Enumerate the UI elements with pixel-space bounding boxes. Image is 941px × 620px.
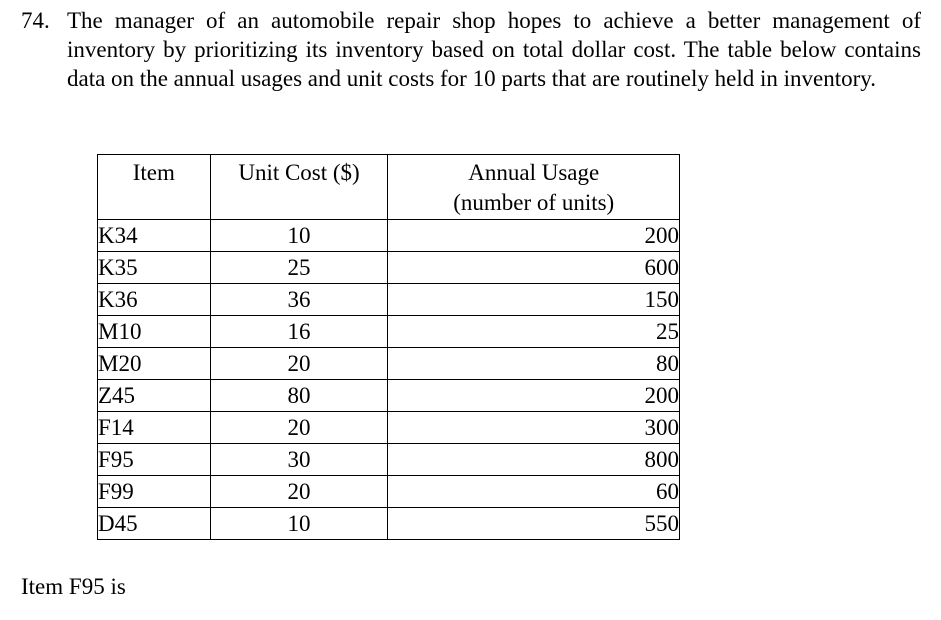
cell-item: Z45: [98, 380, 211, 412]
cell-annual-usage: 800: [388, 444, 680, 476]
header-annual-usage: [388, 155, 680, 220]
inventory-table: [97, 154, 680, 540]
question-text: The manager of an automobile repair shop hopes to achieve a better management of inventory by prioritizing its inventory based on total dollar cost. The table below contains data on the annual usages and unit costs for 10 parts that are routinely held in inventory.: [67, 8, 921, 91]
table-row: [98, 508, 680, 540]
cell-unit-cost: 30: [210, 444, 388, 476]
cell-annual-usage: 550: [388, 508, 680, 540]
cell-item: F99: [98, 476, 211, 508]
cell-item: D45: [98, 508, 211, 540]
cell-unit-cost: 25: [210, 252, 388, 284]
table-row: [98, 444, 680, 476]
table-row: [98, 412, 680, 444]
cell-item: F14: [98, 412, 211, 444]
cell-annual-usage: 600: [388, 252, 680, 284]
header-annual-usage-line2: (number of units): [453, 190, 615, 215]
table-row: [98, 348, 680, 380]
header-item: Item: [98, 155, 211, 220]
cell-item: F95: [98, 444, 211, 476]
table-row: [98, 252, 680, 284]
table-row: [98, 220, 680, 252]
cell-unit-cost: 20: [210, 348, 388, 380]
cell-annual-usage: 200: [388, 380, 680, 412]
question-prompt: Item F95 is: [21, 574, 126, 599]
table-row: [98, 284, 680, 316]
cell-item: M20: [98, 348, 211, 380]
cell-item: K34: [98, 220, 211, 252]
cell-item: M10: [98, 316, 211, 348]
table-header-row: [98, 155, 680, 220]
cell-item: K36: [98, 284, 211, 316]
cell-unit-cost: 80: [210, 380, 388, 412]
cell-annual-usage: 80: [388, 348, 680, 380]
cell-unit-cost: 20: [210, 412, 388, 444]
cell-unit-cost: 10: [210, 220, 388, 252]
cell-annual-usage: 25: [388, 316, 680, 348]
cell-unit-cost: 36: [210, 284, 388, 316]
cell-annual-usage: 200: [388, 220, 680, 252]
question-block: [21, 6, 921, 93]
cell-unit-cost: 16: [210, 316, 388, 348]
cell-annual-usage: 300: [388, 412, 680, 444]
cell-unit-cost: 20: [210, 476, 388, 508]
cell-item: K35: [98, 252, 211, 284]
cell-annual-usage: 150: [388, 284, 680, 316]
question-row: [21, 6, 921, 93]
table-row: [98, 316, 680, 348]
table-row: [98, 476, 680, 508]
header-unit-cost: Unit Cost ($): [210, 155, 388, 220]
cell-annual-usage: 60: [388, 476, 680, 508]
question-number: 74.: [21, 8, 50, 33]
cell-unit-cost: 10: [210, 508, 388, 540]
header-annual-usage-line1: Annual Usage: [468, 160, 600, 185]
table-row: [98, 380, 680, 412]
